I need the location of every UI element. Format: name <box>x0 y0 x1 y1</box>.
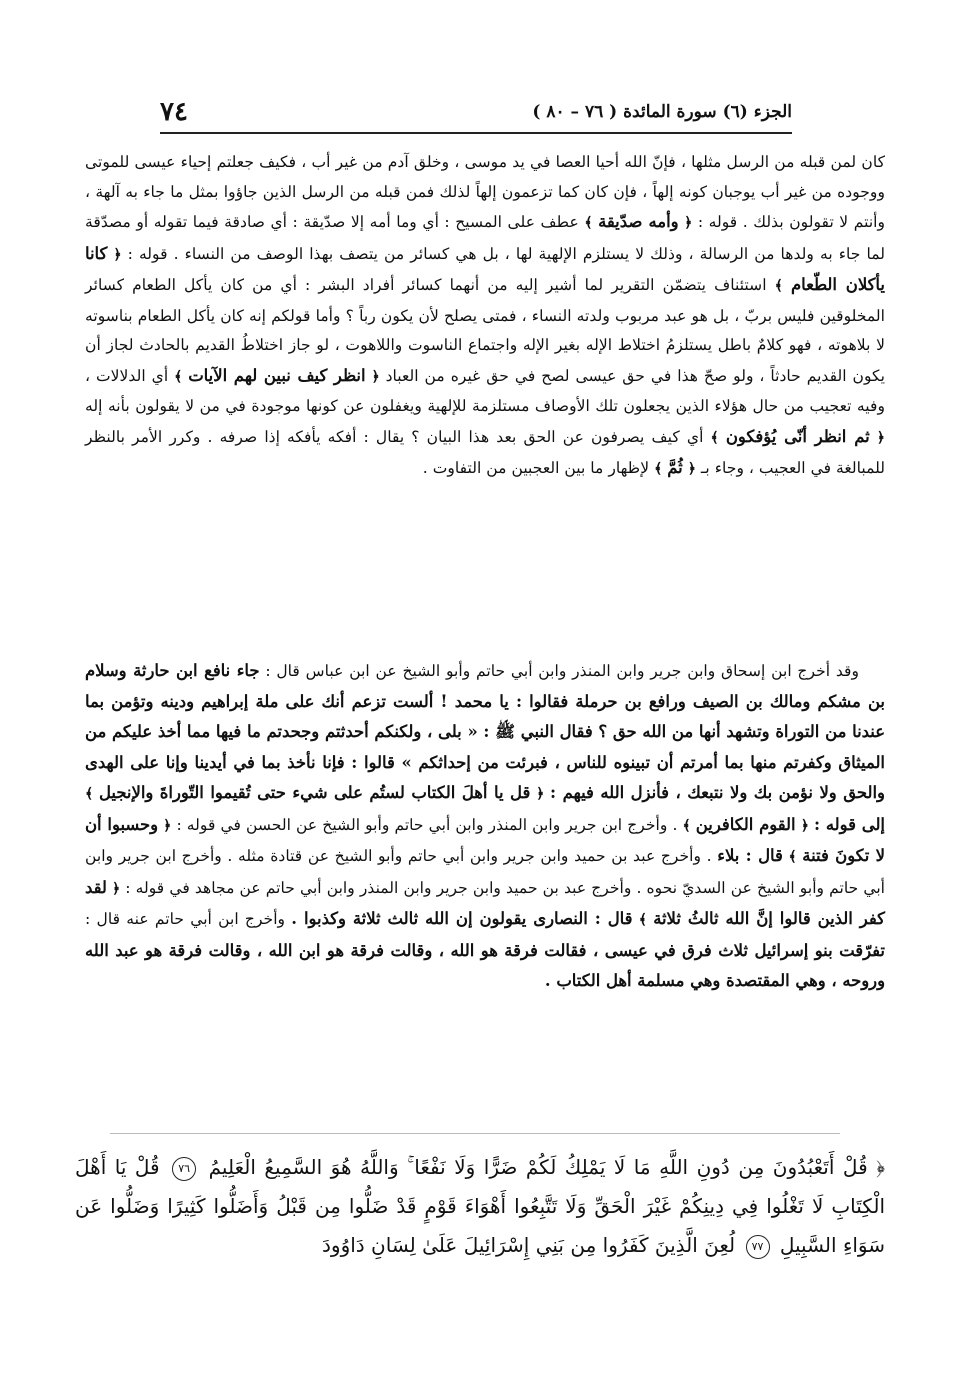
verse-text: قُلْ أَتَعْبُدُونَ مِن دُونِ اللَّهِ مَا لَا يَمْلِكُ لَكُمْ ضَرًّا وَلَا نَفْعًا ۚ وَاللَّهُ هُوَ السَّمِيعُ الْعَلِيمُ <box>208 1155 868 1179</box>
text-run: استئناف يتضمّن التقرير لما أشير إليه من أنهما كسائر أفراد البشر : أي من كان يأكل الطعام كسائر المخلوقين فليس بربّ ، بل هو عبد مربوب ولدته النساء ، فمتى يصلح لأن يكون رباً ؟ وأما قولكم إنه كان يأكل الطعام بناسوته لا بلاهوته ، فهو كلامٌ باطل يستلزمُ اختلاط الإله بغير الإله واجتماع الناسوت واللاهوت ، لو جاز اختلاطُ القديم بالحادث لجاز أن يكون القديم حادثاً ، ولو صحّ هذا في حق عيسى لصح في حق غيره من العباد <box>85 276 885 385</box>
header-rule <box>160 132 792 134</box>
commentary-paragraph-1 <box>85 148 885 485</box>
bracket-close-icon: ﴾ <box>682 817 691 834</box>
bracket-close-icon: ﴾ <box>788 849 797 865</box>
hadith-text: إلى قوله : <box>813 814 885 834</box>
bracket-open-icon: ﴿ <box>684 215 693 231</box>
verse-text: قُلْ يَا أَهْلَ الْكِتَابِ لَا تَغْلُوا فِي دِينِكُمْ غَيْرَ الْحَقِّ وَلَا تَتَّبِعُوا أَهْوَاءَ قَوْمٍ قَدْ ضَلُّوا مِن قَبْلُ وَأَضَلُّوا كَثِيرًا وَضَلُّوا عَن سَوَاءِ السَّبِيلِ <box>75 1155 885 1257</box>
bracket-close-icon: ﴾ <box>85 786 94 802</box>
section-divider <box>110 1133 840 1134</box>
text-run: وقد أخرج ابن إسحاق وابن جرير وابن المنذر وابن أبي حاتم وأبو الشيخ عن ابن عباس قال : <box>265 662 859 680</box>
quran-quote: وأمه صدّيقة <box>598 212 679 231</box>
verse-number-marker: ٧٧ <box>746 1235 770 1259</box>
bracket-open-icon: ﴿ <box>163 817 172 834</box>
bracket-close-icon: ﴾ <box>638 912 647 928</box>
quran-quote: ثم انظر أنّى يُؤفكون <box>725 426 870 446</box>
bracket-open-icon: ﴿ <box>111 880 121 897</box>
text-run: وأخرج ابن أبي حاتم عنه قال : <box>85 910 286 928</box>
quran-quote: قل يا أهلَ الكتاب لستُم على شيء حتى تُقيموا التّوراةَ والإنجيل <box>98 783 531 802</box>
quran-quote: لقد كفر الذين قالوا إنَّ الله ثالثُ ثلاثة <box>85 877 885 928</box>
text-run: لإظهار ما بين العجبين من التفاوت . <box>422 459 650 477</box>
text-run: كان لمن قبله من الرسل مثلها ، فإنّ الله أحيا العصا في يد موسى ، وخلق آدم من غير أب ، فكيف جعلتم إحياء عيسى للموتى ووجوده من غير أب يوجبان كونه إلهاً ، فإن كان كما تزعمون إلهاً لذلك فمن قبله من الرسل الذين جاؤوا بمثل ما جاء به آلهة ، وأنتم لا تقولون بذلك . قوله : <box>85 153 886 231</box>
text-run: عطف على المسيح : أي وما أمه إلا صدّيقة : أي صادقة فيما تقوله أو مصدّقة لما جاء به ولدها من الرسالة ، وذلك لا يستلزم الإلهية لها ، بل هي كسائر من يتصف بهذا الوصف من النساء . قوله : <box>85 213 885 263</box>
bracket-close-icon: ﴾ <box>584 215 593 231</box>
quran-verses <box>75 1148 885 1265</box>
verse-open-bracket-icon: ﴿ <box>876 1155 886 1179</box>
text-run: . وأخرج عبد بن حميد وابن جرير وابن أبي حاتم وأبو الشيخ عن قتادة مثله . وأخرج ابن جرير وابن أبي حاتم وأبو الشيخ عن السديّ نحوه . وأخرج عبد بن حميد وابن جرير وابن المنذر وابن أبي حاتم عن مجاهد في قوله : <box>85 847 885 897</box>
quran-quote: القوم الكافرين <box>695 814 796 834</box>
bracket-close-icon: ﴾ <box>654 461 663 477</box>
hadith-text: تفرّقت بنو إسرائيل ثلاث فرق في عيسى ، فقالت فرقة هو الله ، وقالت فرقة هو ابن الله ، وقالت فرقة هو عبد الله وروحه ، وهي المقتصدة وهي مسلمة أهل الكتاب . <box>85 940 885 990</box>
commentary-paragraph-2 <box>85 656 885 997</box>
quran-quote: كانا يأكلان الطّعام <box>85 243 885 294</box>
hadith-text: جاء نافع ابن حارثة وسلام بن مشكم ومالك بن الصيف ورافع بن حرملة فقالوا : يا محمد ! ألست تزعم أنك على ملة إبراهيم ودينه وتؤمن بما عندنا من التوراة وتشهد أنها من الله حق ؟ فقال النبي ﷺ : « بلى ، ولكنكم أحدثتم وجحدتم ما فيها مما أخذ عليكم من الميثاق وكفرتم منها بما أمرتم أن تبينوه للناس ، فبرئت من إحداثكم » قالوا : فإنا نأخذ بما في أيدينا وإنا على الهدى والحق ولا نؤمن بك ولا نتبعك ، فأنزل الله فيهم : <box>85 661 885 802</box>
hadith-text: قال : النصارى يقولون إن الله ثالث ثلاثة وكذبوا . <box>291 909 633 928</box>
verse-number-marker: ٧٦ <box>172 1157 196 1181</box>
quran-quote: وحسبوا أن لا تكونَ فتنة <box>85 814 885 865</box>
bracket-open-icon: ﴿ <box>113 246 122 263</box>
page-header <box>160 92 792 132</box>
text-run: أي الدلالات ، وفيه تعجيب من حال هؤلاء الذين يجعلون تلك الأوصاف مستلزمة للإلهية ويغفلون عن كونها موجودة في من لا يقولون بأنه إله <box>85 366 885 415</box>
bracket-open-icon: ﴿ <box>800 817 809 834</box>
text-run: أي كيف يصرفون عن الحق بعد هذا البيان ؟ يقال : أفكه يأفكه إذا صرفه . وكرر الأمر بالنظر للمبالغة في العجيب ، وجاء بـ <box>85 427 885 477</box>
verse-text: لُعِنَ الَّذِينَ كَفَرُوا مِن بَنِي إِسْرَائِيلَ عَلَىٰ لِسَانِ دَاوُودَ <box>322 1233 736 1257</box>
bracket-open-icon: ﴿ <box>536 786 545 802</box>
quran-quote: ثُمَّ <box>667 458 683 477</box>
bracket-close-icon: ﴾ <box>174 368 183 385</box>
bracket-close-icon: ﴾ <box>710 429 719 446</box>
text-run: . وأخرج ابن جرير وابن المنذر وابن أبي حاتم وأبو الشيخ عن الحسن في قوله : <box>176 815 678 834</box>
bracket-open-icon: ﴿ <box>371 368 380 385</box>
hadith-text: قال : بلاء <box>717 846 783 865</box>
running-title: الجزء (٦) سورة المائدة ( ٧٦ – ٨٠ ) <box>532 102 792 122</box>
bracket-open-icon: ﴿ <box>876 429 885 446</box>
page-number: ٧٤ <box>160 97 188 127</box>
bracket-close-icon: ﴾ <box>774 278 783 294</box>
bracket-open-icon: ﴿ <box>687 461 696 477</box>
quran-quote: انظر كيف نبين لهم الآيات <box>188 365 366 385</box>
